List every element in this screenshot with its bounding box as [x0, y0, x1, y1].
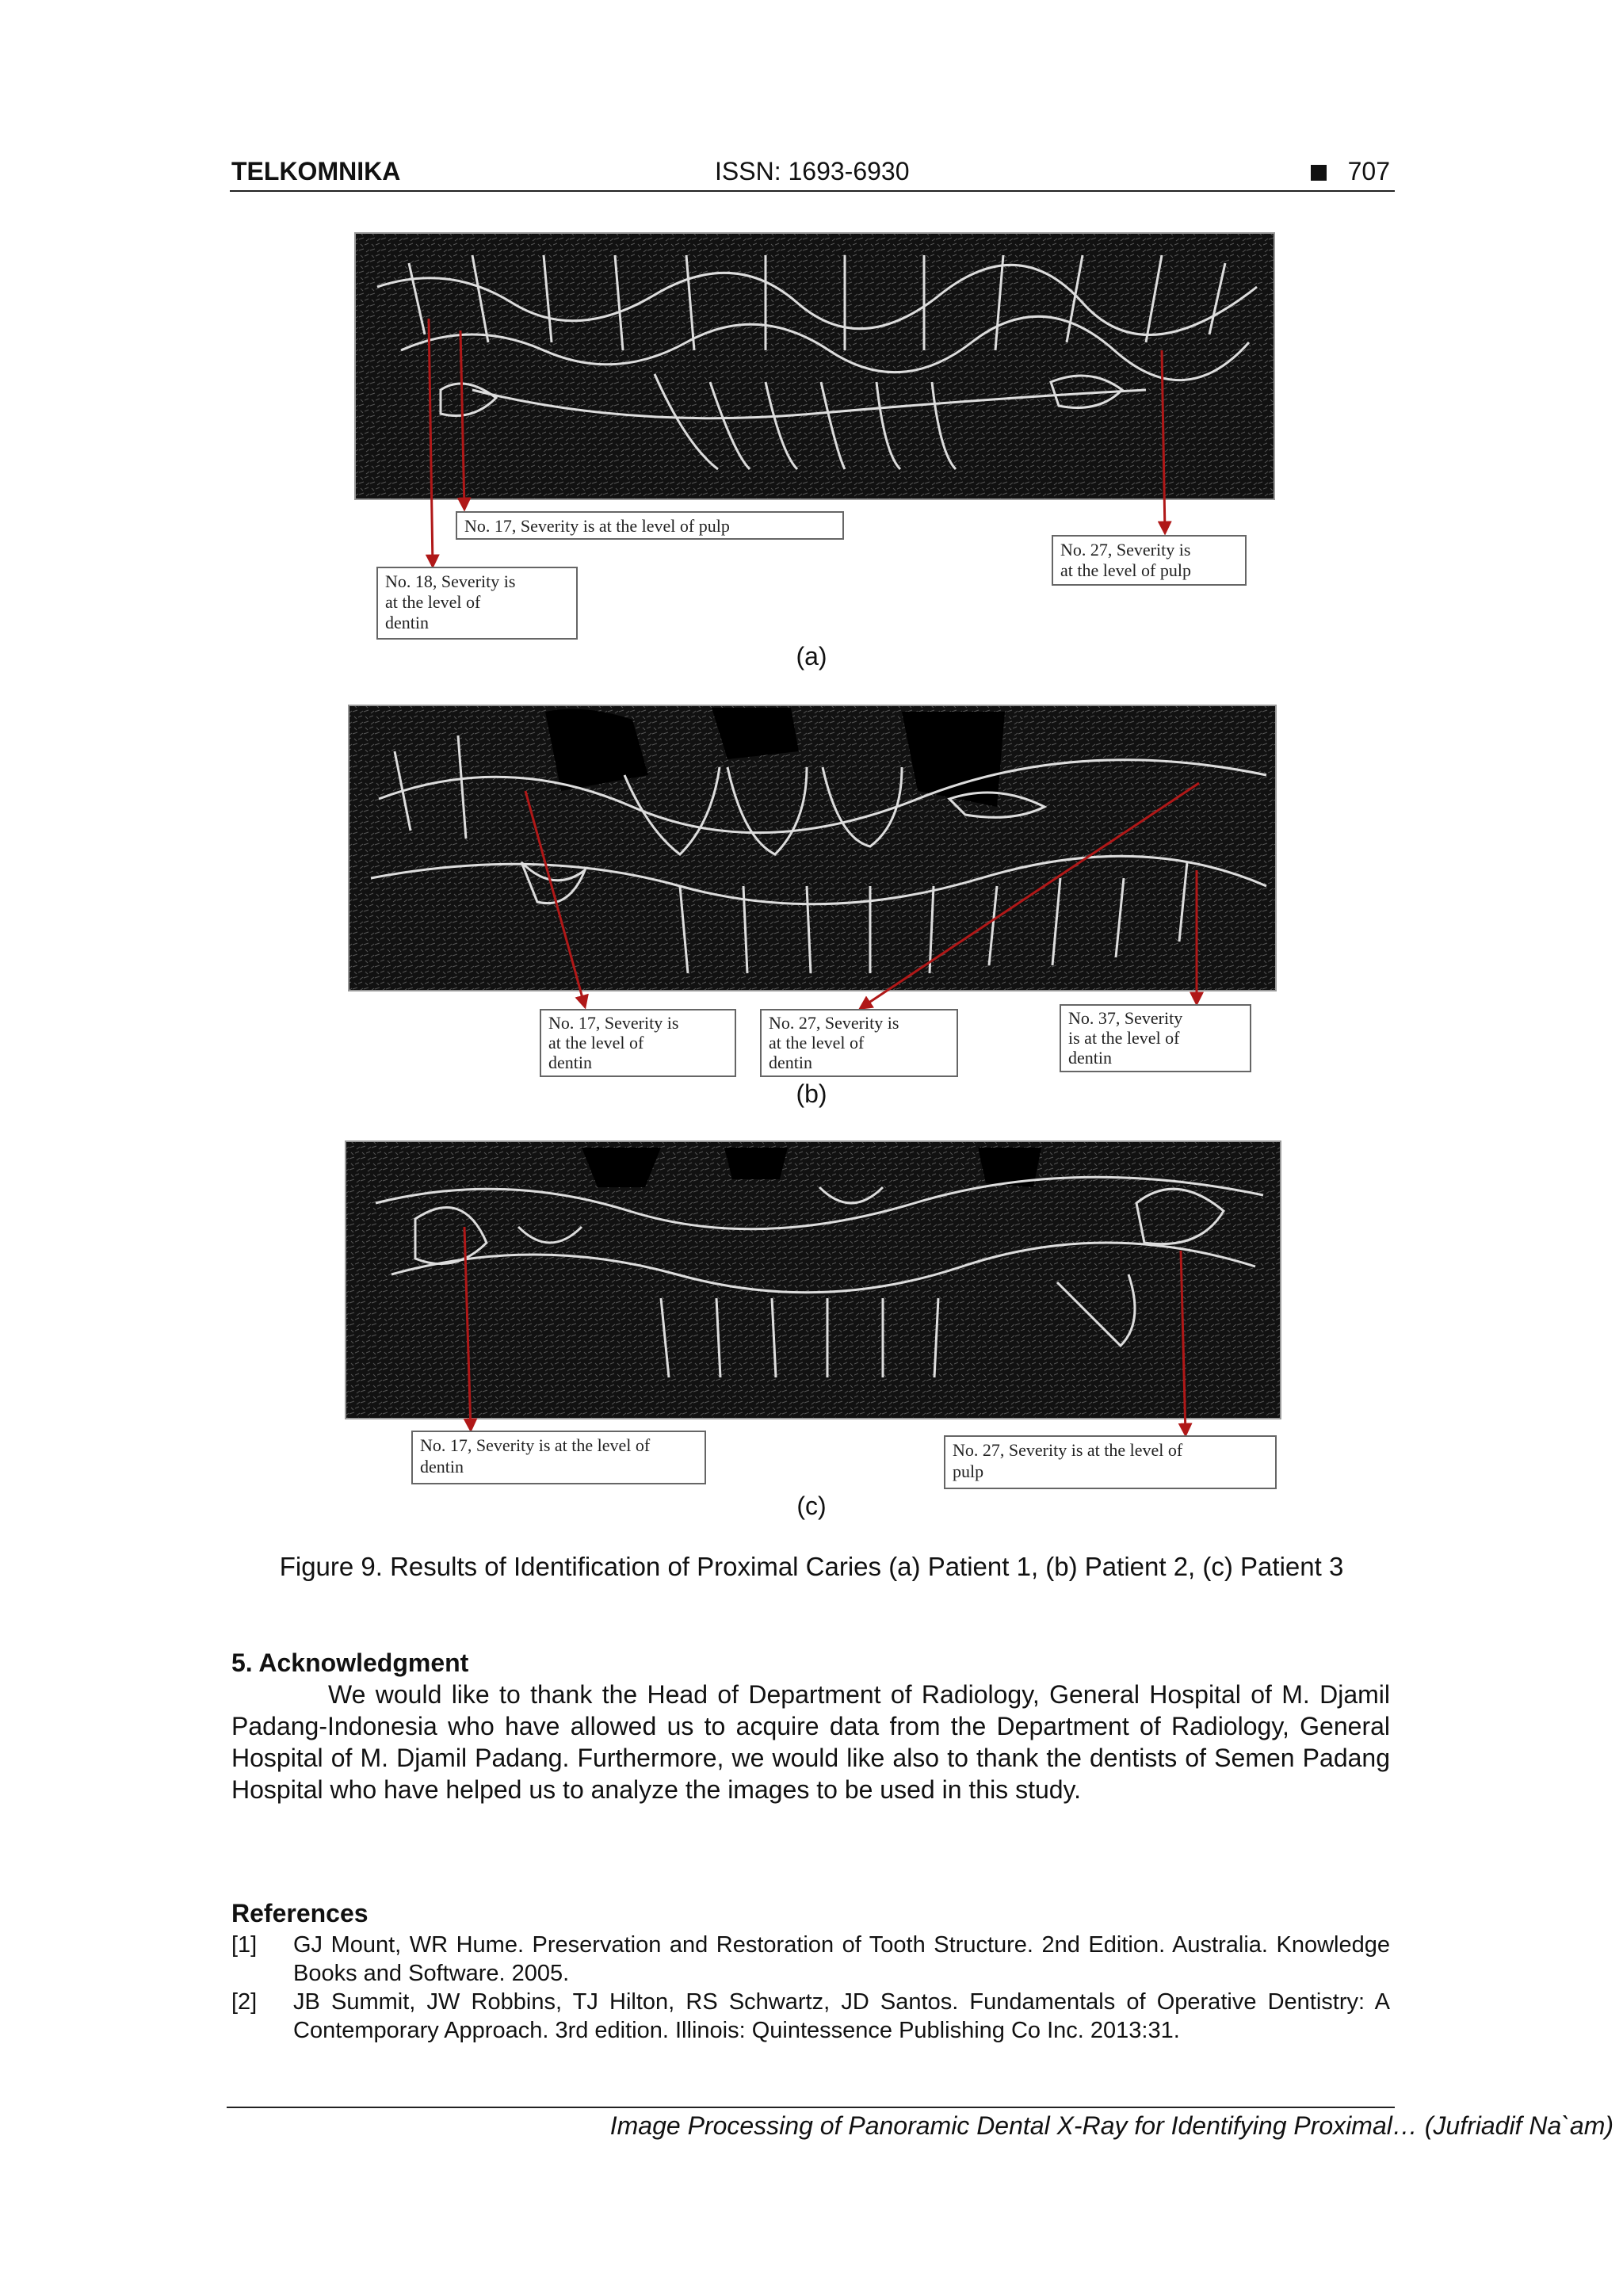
figure-b	[347, 704, 1282, 1084]
label-b-no37-line3: dentin	[1068, 1048, 1112, 1068]
running-footer: Image Processing of Panoramic Dental X-Ray for Identifying Proximal… (Jufriadif Na`am)	[609, 2111, 1613, 2140]
figure-a	[353, 231, 1281, 644]
xray-image-b	[347, 704, 1282, 1084]
label-a-no17: No. 17, Severity is at the level of pulp	[464, 516, 730, 536]
label-b-no37-line1: No. 37, Severity	[1068, 1008, 1183, 1028]
label-b-no27-line2: at the level of	[769, 1033, 865, 1052]
reference-item	[231, 1988, 1390, 2045]
square-bullet-icon	[1311, 165, 1327, 181]
reference-text: JB Summit, JW Robbins, TJ Hilton, RS Schwartz, JD Santos. Fundamentals of Operative Dentistry: A Contemporary Approach. 3rd edition. Illinois: Quintessence Publishing Co Inc. 2013:31.	[293, 1989, 1390, 2043]
issn: ISSN: 1693-6930	[715, 157, 910, 185]
journal-name: TELKOMNIKA	[231, 157, 401, 185]
label-c-no27-line1: No. 27, Severity is at the level of	[953, 1440, 1183, 1460]
caption-a: (a)	[796, 642, 827, 670]
reference-number: [1]	[231, 1932, 258, 1958]
label-b-no27-line3: dentin	[769, 1052, 812, 1072]
footer-rule	[227, 2107, 1395, 2108]
label-a-no27-line1: No. 27, Severity is	[1060, 540, 1191, 560]
section-title: 5. Acknowledgment	[231, 1648, 469, 1677]
label-b-no17-line1: No. 17, Severity is	[548, 1013, 679, 1033]
label-a-no18-line1: No. 18, Severity is	[385, 571, 516, 591]
label-c-no27-line2: pulp	[953, 1461, 984, 1481]
references-title: References	[231, 1899, 369, 1927]
reference-text: GJ Mount, WR Hume. Preservation and Restoration of Tooth Structure. 2nd Edition. Australia. Knowledge Books and Software. 2005.	[293, 1932, 1390, 1986]
xray-image-a	[353, 231, 1281, 644]
reference-item	[231, 1931, 1390, 1988]
page-header	[230, 155, 1395, 192]
label-c-no17-line1: No. 17, Severity is at the level of	[420, 1435, 651, 1455]
label-a-no18-line2: at the level of	[385, 592, 481, 612]
page-number: 707	[1347, 157, 1390, 185]
figure-c	[344, 1140, 1287, 1496]
label-b-no17-line2: at the level of	[548, 1033, 644, 1052]
reference-number: [2]	[231, 1989, 258, 2015]
label-b-no37-line2: is at the level of	[1068, 1028, 1180, 1048]
label-a-no27-line2: at the level of pulp	[1060, 560, 1191, 580]
acknowledgment-body: We would like to thank the Head of Department of Radiology, General Hospital of M. Djamil Padang-Indonesia who have allowed us to acquire data from the Department of Radiology, General Hospital of M. Djamil Padang. Furthermore, we would like also to thank the dentists of Semen Padang Hospital who have helped us to analyze the images to be used in this study.	[231, 1680, 1390, 1804]
caption-b: (b)	[796, 1079, 827, 1108]
label-b-no17-line3: dentin	[548, 1052, 592, 1072]
xray-image-c	[344, 1140, 1287, 1496]
label-a-no18-line3: dentin	[385, 613, 429, 632]
caption-c: (c)	[796, 1492, 827, 1520]
label-c-no17-line2: dentin	[420, 1457, 464, 1477]
label-b-no27-line1: No. 27, Severity is	[769, 1013, 899, 1033]
figure-caption: Figure 9. Results of Identification of Proximal Caries (a) Patient 1, (b) Patient 2, (c) Patient 3	[279, 1552, 1344, 1581]
